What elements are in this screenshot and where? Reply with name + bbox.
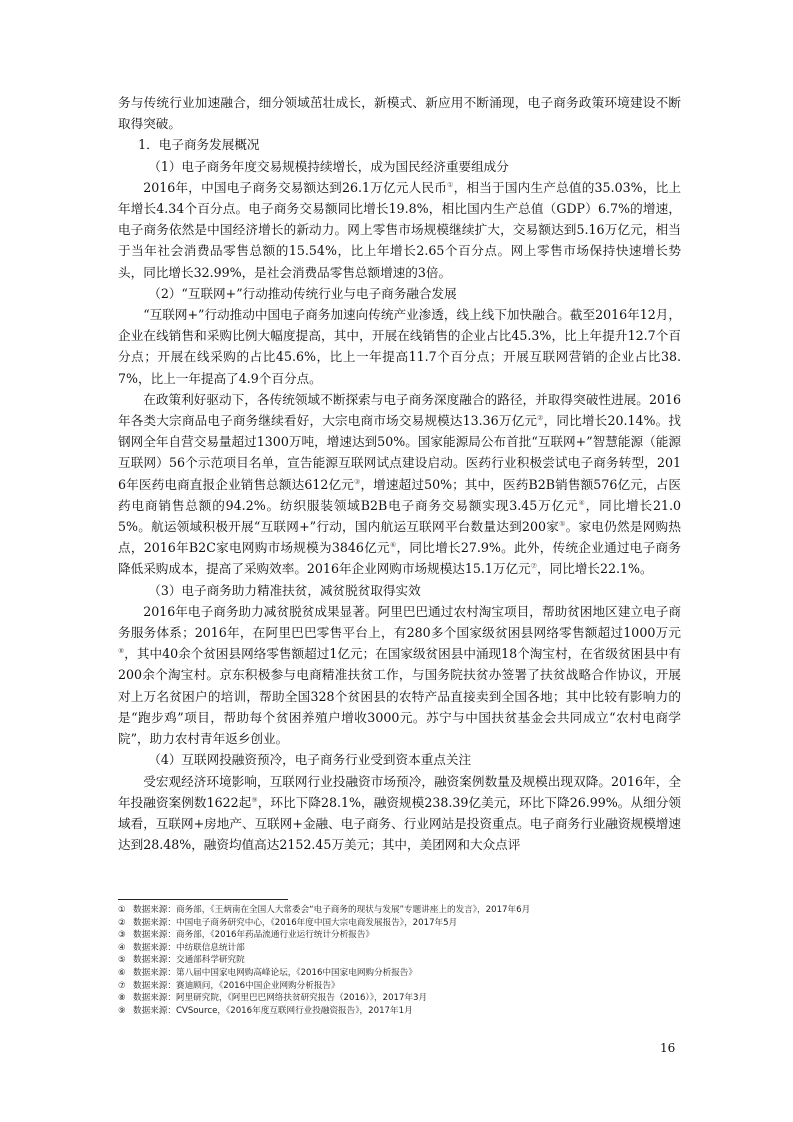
- paragraph-poverty-alleviation: 2016年电子商务助力减贫脱贫成果显著。阿里巴巴通过农村淘宝项目，帮助贫困地区建立电子商务服务体系；2016年，在阿里巴巴零售平台上，有280多个国家级贫困县网络零售额超过1000万元⑧，其中40余个贫困县网络零售额超过1亿元；在国家级贫困县中涌现18个淘宝村，在省级贫困县中有200余个淘宝村。京东积极参与电商精准扶贫工作，与国务院扶贫办签署了扶贫战略合作协议，开展对上万名贫困户的培训，帮助全国328个贫困县的农特产品直接卖到全国各地；其中比较有影响力的是“跑步鸡”项目，帮助每个贫困养殖户增收3000元。苏宁与中国扶贫基金会共同成立“农村电商学院”，助力农村青年返乡创业。: [118, 603, 681, 747]
- page-body: [118, 92, 681, 855]
- footnote-item: ⑨ 数据来源：CVSource，《2016年度互联网行业投融资报告》，2017年1月: [118, 1005, 413, 1016]
- subheading-2: （2）“互联网+”行动推动传统行业与电子商务融合发展: [148, 285, 457, 301]
- footnote-item: ⑦ 数据来源：赛迪顾问，《2016中国企业网购分析报告》: [118, 980, 340, 991]
- page-number: 16: [660, 1041, 676, 1055]
- footnote-item: ⑤ 数据来源：交通部科学研究院: [118, 955, 245, 966]
- footnote-separator: [118, 899, 288, 900]
- subheading-3: （3）电子商务助力精准扶贫，减贫脱贫取得实效: [148, 582, 421, 598]
- footnote-item: ⑧ 数据来源：阿里研究院，《阿里巴巴网络扶贫研究报告（2016）》，2017年3月: [118, 993, 428, 1004]
- footnote-ref-9[interactable]: ⑨: [251, 795, 258, 804]
- paragraph-investment: 受宏观经济环境影响，互联网行业投融资市场预冷，融资案例数量及规模出现双降。2016年，全年投融资案例数1622起⑨，环比下降28.1%，融资规模238.39亿美元，环比下降26.99%。从细分领域看，互联网+房地产、互联网+金融、电子商务、行业网站是投资重点。电子商务行业融资规模增速达到28.48%，融资均值高达2152.45万美元；其中，美团网和大众点评: [118, 773, 681, 853]
- footnote-item: ④ 数据来源：中纺联信息统计部: [118, 942, 245, 953]
- footnote-ref-8[interactable]: ⑧: [118, 647, 125, 656]
- subheading-4: （4）互联网投融资预冷，电子商务行业受到资本重点关注: [148, 752, 472, 768]
- footnote-ref-5[interactable]: ⑤: [559, 519, 566, 528]
- footnote-ref-1[interactable]: ①: [447, 180, 454, 189]
- footnote-item: ③ 数据来源：商务部，《2016年药品流通行业运行统计分析报告》: [118, 930, 375, 941]
- footnotes: [118, 904, 681, 1017]
- footnote-item: ⑥ 数据来源：第八届中国家电网购高峰论坛，《2016中国家电网购分析报告》: [118, 967, 417, 978]
- subheading-1: （1）电子商务年度交易规模持续增长，成为国民经济重要组成分: [148, 158, 509, 174]
- footnote-ref-6[interactable]: ⑥: [389, 541, 397, 550]
- footnote-ref-2[interactable]: ②: [537, 413, 544, 422]
- footnote-ref-3[interactable]: ③: [354, 477, 361, 486]
- section-heading-overview: 1．电子商务发展概况: [138, 137, 260, 153]
- footnote-ref-4[interactable]: ④: [578, 498, 586, 507]
- paragraph-intro-continuation: 务与传统行业加速融合，细分领域茁壮成长，新模式、新应用不断涌现，电子商务政策环境建设不断取得突破。: [118, 95, 681, 132]
- footnote-item: ① 数据来源：商务部，《王炳南在全国人大常委会“电子商务的现状与发展”专题讲座上的发言》，2017年6月: [118, 905, 531, 915]
- paragraph-traditional-industries: 在政策利好驱动下，各传统领域不断探索与电子商务深度融合的路径，并取得突破性进展。2016年各类大宗商品电子商务继续看好，大宗电商市场交易规模达13.36万亿元②，同比增长20.14%。找钢网全年自营交易量超过1300万吨，增速达到50%。国家能源局公布首批“互联网+”智慧能源（能源互联网）56个示范项目名单，宣告能源互联网试点建设启动。医药行业积极尝试电子商务转型，2016年医药电商直报企业销售总额达612亿元③，增速超过50%；其中，医药B2B销售额576亿元，占医药电商销售总额的94.2%。纺织服装领域B2B电子商务交易额实现3.45万亿元④，同比增长21.05%。航运领域积极开展“互联网+”行动，国内航运互联网平台数量达到200家⑤。家电仍然是网购热点，2016年B2C家电网购市场规模为3846亿元⑥，同比增长27.9%。此外，传统企业通过电子商务降低采购成本，提高了采购效率。2016年企业网购市场规模达15.1万亿元⑦，同比增长22.1%。: [118, 391, 682, 577]
- footnote-item: ② 数据来源：中国电子商务研究中心，《2016年度中国大宗电商发展报告》，2017年5月: [118, 917, 458, 928]
- paragraph-internet-plus: “互联网+”行动推动中国电子商务加速向传统产业渗透，线上线下加快融合。截至2016年12月，企业在线销售和采购比例大幅度提高，其中，开展在线销售的企业占比45.3%，比上年提升12.7个百分点；开展在线采购的占比45.6%，比上一年提高11.7个百分点；开展互联网营销的企业占比38.7%，比上一年提高了4.9个百分点。: [118, 307, 681, 386]
- paragraph-transaction-scale: 2016年，中国电子商务交易额达到26.1万亿元人民币①，相当于国内生产总值的35.03%，比上年增长4.34个百分点。电子商务交易额同比增长19.8%，相比国内生产总值（GDP）6.7%的增速，电子商务依然是中国经济增长的新动力。网上零售市场规模继续扩大，交易额达到5.16万亿元，相当于当年社会消费品零售总额的15.54%，比上年增长2.65个百分点。网上零售市场保持快速增长势头，同比增长32.99%，是社会消费品零售总额增速的3倍。: [118, 179, 681, 280]
- footnote-ref-7[interactable]: ⑦: [530, 562, 537, 571]
